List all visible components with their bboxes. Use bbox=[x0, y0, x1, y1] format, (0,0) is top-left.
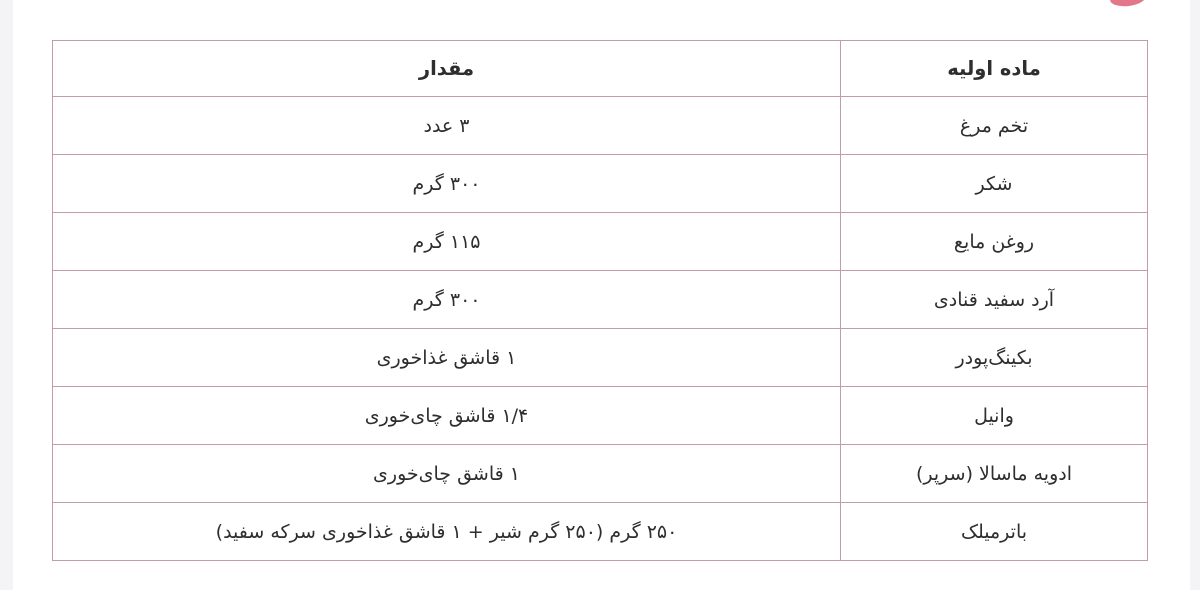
ingredients-table-grid bbox=[52, 40, 1148, 561]
ingredient-cell: بکینگ‌پودر bbox=[841, 329, 1148, 387]
table-row bbox=[53, 503, 1148, 561]
amount-cell: ۳۰۰ گرم bbox=[53, 271, 841, 329]
ingredient-cell: باترمیلک bbox=[841, 503, 1148, 561]
table-row bbox=[53, 387, 1148, 445]
amount-cell: ۱ قاشق چای‌خوری bbox=[53, 445, 841, 503]
amount-cell: ۱/۴ قاشق چای‌خوری bbox=[53, 387, 841, 445]
table-row bbox=[53, 97, 1148, 155]
right-edge-gutter bbox=[1190, 0, 1200, 590]
left-edge-gutter bbox=[0, 0, 13, 590]
partial-logo-icon bbox=[1109, 0, 1147, 8]
ingredient-cell: تخم مرغ bbox=[841, 97, 1148, 155]
amount-cell: ۲۵۰ گرم (۲۵۰ گرم شیر + ۱ قاشق غذاخوری سرکه سفید) bbox=[53, 503, 841, 561]
ingredient-cell: روغن مایع bbox=[841, 213, 1148, 271]
amount-column-header: مقدار bbox=[53, 41, 841, 97]
table-row bbox=[53, 445, 1148, 503]
ingredient-cell: شکر bbox=[841, 155, 1148, 213]
amount-cell: ۳۰۰ گرم bbox=[53, 155, 841, 213]
table-body bbox=[53, 97, 1148, 561]
ingredient-cell: وانیل bbox=[841, 387, 1148, 445]
table-row bbox=[53, 271, 1148, 329]
table-row bbox=[53, 329, 1148, 387]
ingredient-cell: آرد سفید قنادی bbox=[841, 271, 1148, 329]
amount-cell: ۱ قاشق غذاخوری bbox=[53, 329, 841, 387]
amount-cell: ۱۱۵ گرم bbox=[53, 213, 841, 271]
ingredient-cell: ادویه ماسالا (سرپر) bbox=[841, 445, 1148, 503]
table-row bbox=[53, 155, 1148, 213]
ingredients-table bbox=[53, 40, 1148, 561]
table-header-row bbox=[53, 41, 1148, 97]
amount-cell: ۳ عدد bbox=[53, 97, 841, 155]
table-row bbox=[53, 213, 1148, 271]
ingredient-column-header: ماده اولیه bbox=[841, 41, 1148, 97]
